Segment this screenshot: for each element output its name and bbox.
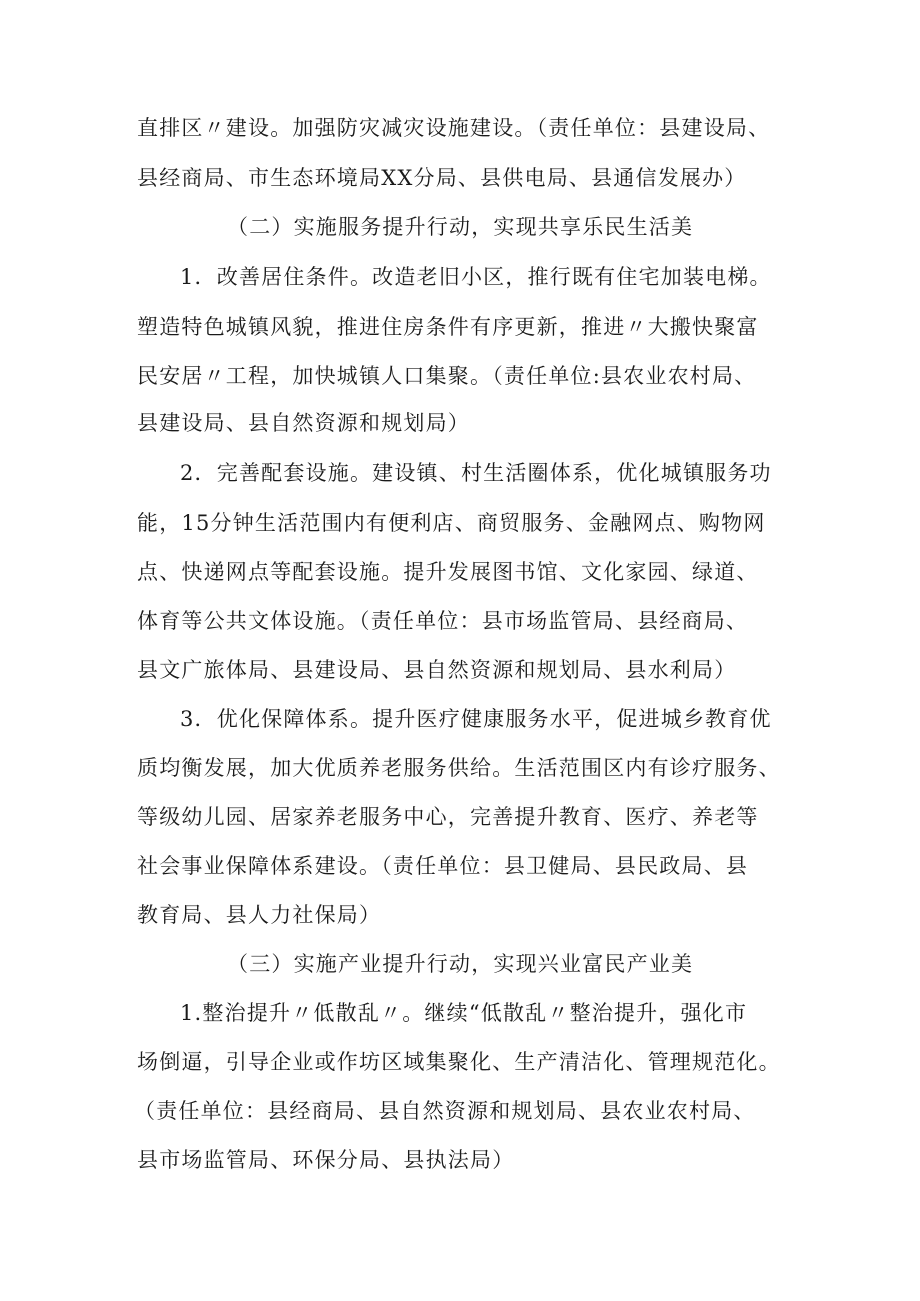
- paragraph-line: 县建设局、县自然资源和规划局）: [137, 411, 470, 435]
- paragraph-line: 社会事业保障体系建设。（责任单位：县卫健局、县民政局、县: [137, 854, 749, 878]
- section-heading-2: （二）实施服务提升行动，实现共享乐民生活美: [227, 215, 694, 239]
- paragraph-line: 等级幼儿园、居家养老服务中心，完善提升教育、医疗、养老等: [137, 805, 759, 829]
- paragraph-line: 直排区〃建设。加强防灾减灾设施建设。（责任单位：县建设局、: [137, 116, 771, 140]
- paragraph-line: 体育等公共文体设施。（责任单位：县市场监管局、县经商局、: [137, 609, 749, 633]
- paragraph-line: 县文广旅体局、县建设局、县自然资源和规划局、县水利局）: [137, 658, 737, 682]
- paragraph-line: 教育局、县人力社保局）: [137, 903, 382, 927]
- section-heading-3: （三）实施产业提升行动，实现兴业富民产业美: [227, 952, 694, 976]
- paragraph-line: 塑造特色城镇风貌，推进住房条件有序更新，推进〃大搬快聚富: [137, 315, 759, 339]
- paragraph-line: 1．改善居住条件。改造老旧小区，推行既有住宅加装电梯。: [180, 265, 772, 289]
- paragraph-line: 2．完善配套设施。建设镇、村生活圈体系，优化城镇服务功: [180, 461, 772, 485]
- paragraph-line: 县经商局、市生态环境局XX分局、县供电局、县通信发展办）: [137, 166, 747, 190]
- paragraph-line: （责任单位：县经商局、县自然资源和规划局、县农业农村局、: [134, 1099, 756, 1123]
- paragraph-line: 能，15分钟生活范围内有便利店、商贸服务、金融网点、购物网: [137, 511, 766, 535]
- paragraph-line: 点、快递网点等配套设施。提升发展图书馆、文化家园、绿道、: [137, 560, 759, 584]
- paragraph-line: 3．优化保障体系。提升医疗健康服务水平，促进城乡教育优: [180, 707, 772, 731]
- paragraph-line: 质均衡发展，加大优质养老服务供给。生活范围区内有诊疗服务、: [137, 756, 781, 780]
- paragraph-line: 县市场监管局、环保分局、县执法局）: [137, 1148, 515, 1172]
- paragraph-line: 场倒逼，引导企业或作坊区域集聚化、生产清洁化、管理规范化。: [137, 1050, 781, 1074]
- paragraph-line: 1.整治提升〃低散乱〃。继续“低散乱〃整治提升，强化市: [180, 1001, 748, 1025]
- paragraph-line: 民安居〃工程，加快城镇人口集聚。（责任单位:县农业农村局、: [137, 364, 757, 388]
